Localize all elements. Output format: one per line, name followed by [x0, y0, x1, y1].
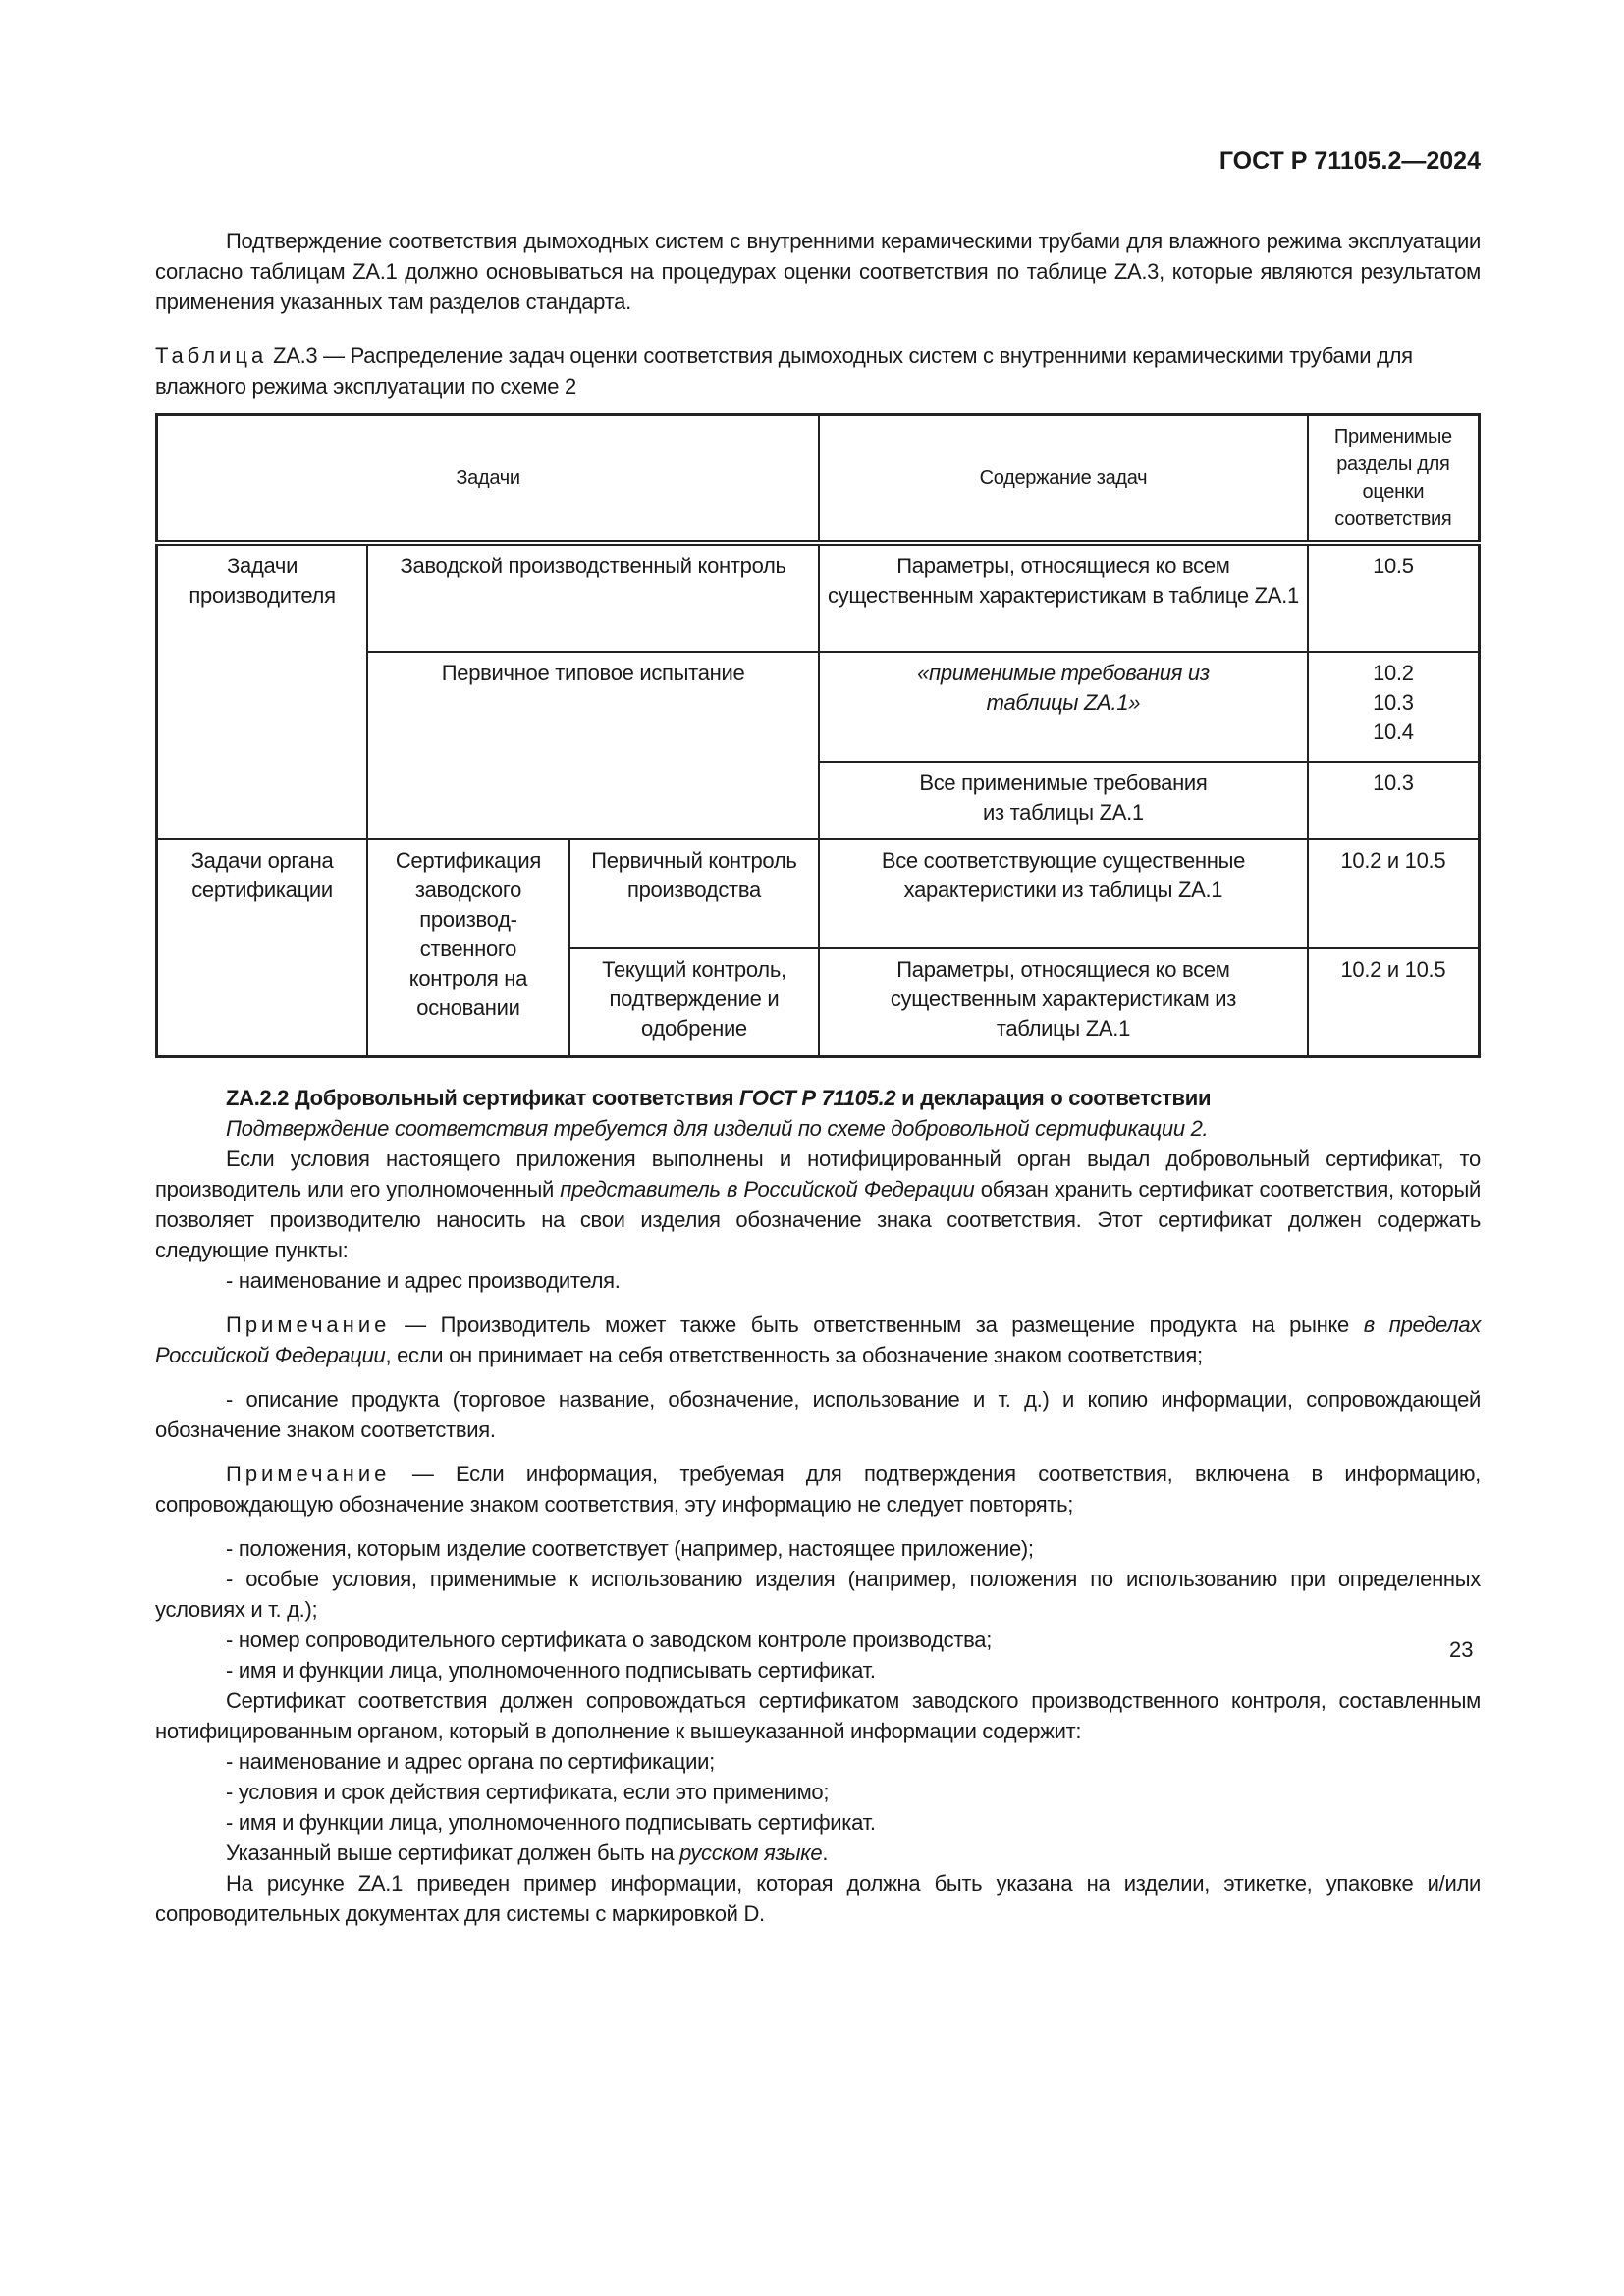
paragraph: На рисунке ZA.1 приведен пример информации, которая должна быть указана на изделии, этикетке, упаковке и/или сопроводительных документах для системы с маркировкой D. — [155, 1871, 1481, 1926]
section-ref: 10.3 — [1373, 690, 1414, 715]
paragraph — [155, 1838, 1481, 1868]
text: . — [822, 1841, 829, 1865]
sections-cell: 10.2 и 10.5 — [1308, 948, 1480, 1056]
text: Если условия настоящего приложения выполнены и нотифицированный орган выдал добровольный сертификат, то производитель или его уполномоченный — [155, 1147, 1481, 1201]
paragraph: Сертификат соответствия должен сопровождаться сертификатом заводского производственного контроля, составленным нотифицированным органом, который в дополнение к вышеуказанной информации содержит: — [155, 1688, 1481, 1743]
assessment-tasks-table — [155, 413, 1481, 1058]
table-caption — [155, 341, 1481, 401]
task-cell: Сертификация заводского производ-ственного контроля на основании — [367, 839, 569, 1056]
list-item: - номер сопроводительного сертификата о заводском контроле производства; — [226, 1628, 993, 1652]
section-za-2-2 — [155, 1083, 1481, 1929]
content-cell: Параметры, относящиеся ко всем существенным характеристикам из таблицы ZA.1 — [819, 948, 1308, 1056]
list-item: - имя и функции лица, уполномоченного подписывать сертификат. — [226, 1658, 876, 1682]
intro-text: Подтверждение соответствия дымоходных систем с внутренними керамическими трубами для влажного режима эксплуатации согласно таблицам ZA.1 должно основываться на процедурах оценки соответствия по таблице ZA.3, которые являются результатом применения указанных там разделов стандарта. — [155, 229, 1481, 314]
sections-cell: 10.2 и 10.5 — [1308, 839, 1480, 948]
text-italic: представитель в Российской Федерации — [560, 1177, 975, 1201]
paragraph: Подтверждение соответствия требуется для изделий по схеме добровольной сертификации 2. — [226, 1116, 1209, 1141]
heading-standard: ГОСТ Р 71105.2 — [738, 1086, 896, 1110]
table-header-row — [157, 415, 1480, 544]
sections-cell: 10.3 — [1308, 762, 1480, 839]
list-item: - наименование и адрес производителя. — [226, 1268, 621, 1293]
list-item: - описание продукта (торговое название, обозначение, использование и т. д.) и копию информации, сопровождающей обозначение знаком соответствия. — [155, 1387, 1481, 1442]
content-cell: Параметры, относящиеся ко всем существенным характеристикам в таблице ZA.1 — [819, 543, 1308, 652]
note — [155, 1459, 1481, 1520]
list-item: - особые условия, применимые к использованию изделия (например, положения по использованию при определенных условиях и т. д.); — [155, 1567, 1481, 1622]
section-ref: 10.2 — [1373, 661, 1414, 685]
note-label: Примечание — [226, 1312, 391, 1337]
list-item: - наименование и адрес органа по сертификации; — [226, 1749, 715, 1774]
text: Указанный выше сертификат должен быть на — [226, 1841, 680, 1865]
task-cell: Заводской производственный контроль — [367, 543, 819, 652]
sections-cell — [1308, 652, 1480, 762]
content-cell: Все применимые требования из таблицы ZA.1 — [819, 762, 1308, 839]
text: — Производитель может также быть ответственным за размещение продукта на рынке — [390, 1312, 1364, 1337]
text-italic: в пределах Российской Федерации — [155, 1312, 1481, 1367]
list-item: - условия и срок действия сертификата, если это применимо; — [226, 1780, 830, 1804]
note — [155, 1309, 1481, 1370]
subtask-cell: Текущий контроль, подтверждение и одобрение — [569, 948, 819, 1056]
list-item: - имя и функции лица, уполномоченного подписывать сертификат. — [226, 1810, 876, 1835]
heading-text-end: и декларация о соответствии — [895, 1086, 1212, 1110]
subtask-cell: Первичный контроль производства — [569, 839, 819, 948]
text-italic: русском языке — [679, 1841, 823, 1865]
section-ref: 10.4 — [1373, 720, 1414, 744]
group-cell: Задачи органа сертификации — [157, 839, 368, 1056]
text: обязан хранить сертификат соответствия, который позволяет производителю наносить на свои изделия обозначение знака соответствия. Этот сертификат должен содержать следующие пункты: — [155, 1177, 1481, 1262]
note-label: Примечание — [226, 1462, 391, 1486]
heading-text: ZA.2.2 Добровольный сертификат соответствия — [226, 1086, 739, 1110]
content-cell: Все соответствующие существенные характеристики из таблицы ZA.1 — [819, 839, 1308, 948]
table-row — [157, 543, 1480, 652]
content-cell: «применимые требования из таблицы ZA.1» — [819, 652, 1308, 762]
col-header-sections: Применимые разделы для оценки соответствия — [1308, 415, 1480, 544]
intro-paragraph — [155, 226, 1481, 317]
text: — Если информация, требуемая для подтверждения соответствия, включена в информацию, сопровождающую обозначение знаком соответствия, эту информацию не следует повторять; — [155, 1462, 1481, 1517]
caption-label: Таблица — [155, 344, 268, 368]
section-heading — [155, 1083, 1481, 1113]
task-cell: Первичное типовое испытание — [367, 652, 819, 839]
document-id: ГОСТ Р 71105.2—2024 — [1218, 147, 1481, 175]
caption-text: ZA.3 — Распределение задач оценки соответствия дымоходных систем с внутренними керамическими трубами для влажного режима эксплуатации по схеме 2 — [155, 344, 1413, 399]
paragraph — [155, 1144, 1481, 1265]
table-row — [157, 839, 1480, 948]
list-item: - положения, которым изделие соответствует (например, настоящее приложение); — [226, 1536, 1034, 1561]
group-cell: Задачи производителя — [157, 543, 368, 839]
text: , если он принимает на себя ответственность за обозначение знаком соответствия; — [385, 1343, 1203, 1367]
page-number: 23 — [1449, 1637, 1474, 1662]
col-header-tasks: Задачи — [157, 415, 820, 544]
col-header-content: Содержание задач — [819, 415, 1308, 544]
sections-cell: 10.5 — [1308, 543, 1480, 652]
